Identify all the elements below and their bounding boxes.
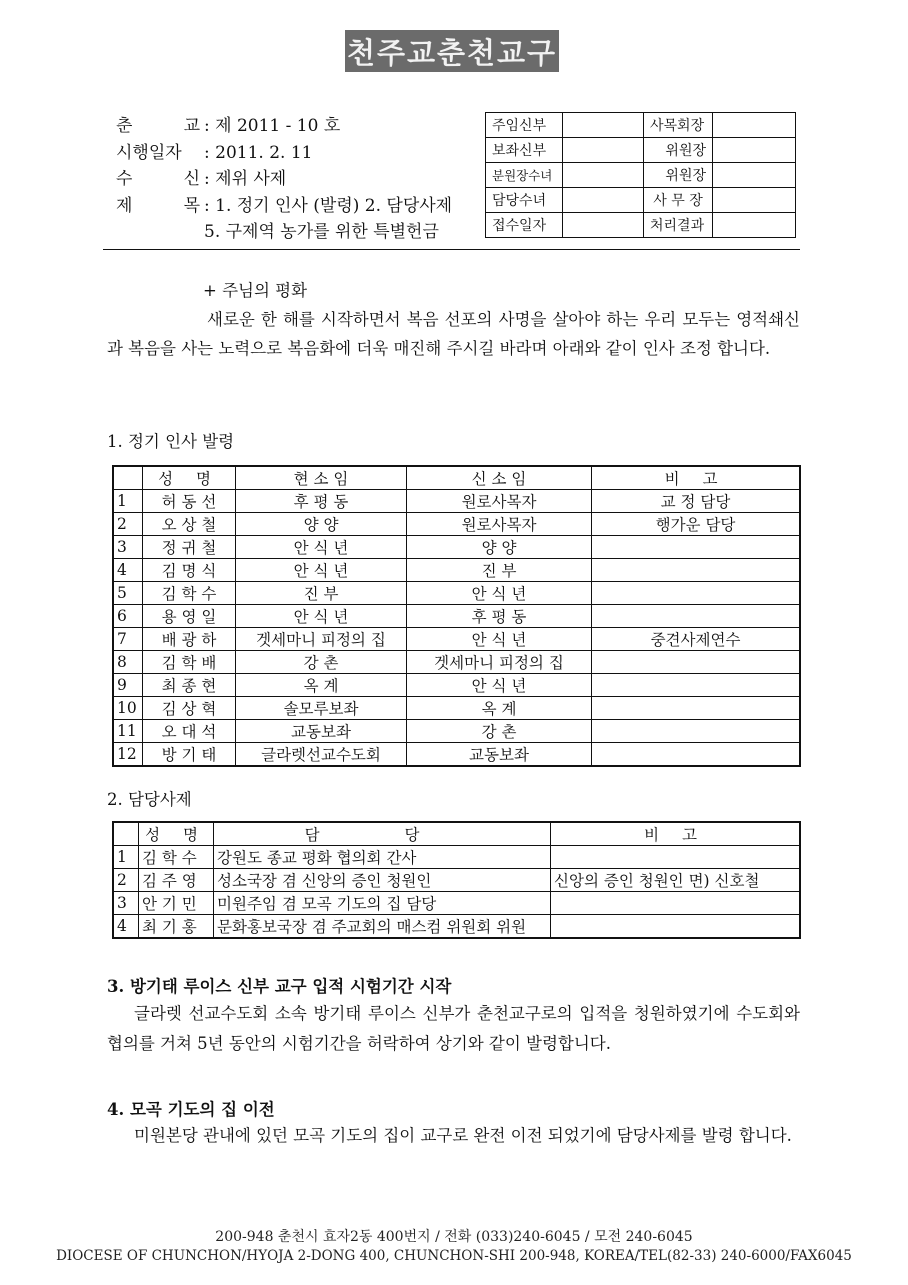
table-cell: 안 기 민 [139,892,214,915]
table-cell: 교 정 담당 [592,490,801,513]
table-cell: 3 [113,536,143,559]
table-row [113,605,800,628]
table-header-row [113,466,800,490]
table-cell: 옥 계 [407,697,592,720]
table-cell: 문화홍보국장 겸 주교회의 매스컴 위원회 위원 [214,915,551,939]
table-cell: 안 식 년 [407,674,592,697]
section4-body: 미원본당 관내에 있던 모곡 기도의 집이 교구로 완전 이전 되었기에 담당사제를 발령 합니다. [134,1126,792,1145]
table-cell [551,846,801,869]
table-row [113,651,800,674]
table-row [113,743,800,767]
table-cell [592,605,801,628]
table-row [113,674,800,697]
section4-title: 4. 모곡 기도의 집 이전 [107,1100,275,1119]
table-cell: 후 평 동 [407,605,592,628]
table-row [113,513,800,536]
table-cell: 원로사목자 [407,490,592,513]
table-cell: 진 부 [407,559,592,582]
table-cell: 안 식 년 [407,582,592,605]
table-cell [592,559,801,582]
table-header-row [113,822,800,846]
table-cell: 최 종 현 [143,674,236,697]
field-label: 수 신 [116,169,200,189]
table-cell: 겟세마니 피정의 집 [407,651,592,674]
approval-cell [563,138,644,163]
approval-cell [563,163,644,188]
intro-paragraph: 새로운 한 해를 시작하면서 복음 선포의 사명을 살아야 하는 우리 모두는 영적쇄신과 복음을 사는 노력으로 복음화에 더욱 매진해 주시길 바라며 아래와 같이 인사 조정 합니다. [107,310,800,358]
approval-label: 접수일자 [486,213,563,238]
approval-cell [713,113,796,138]
table-cell [592,697,801,720]
table-cell [592,674,801,697]
table-cell [592,743,801,767]
approval-box [485,112,796,238]
header-cell [113,822,139,846]
table-row [113,846,800,869]
table-cell: 겟세마니 피정의 집 [236,628,407,651]
table-cell: 교동보좌 [407,743,592,767]
approval-row [486,213,796,238]
issue-date-row: 시행일자 : 2011. 2. 11 [116,140,452,167]
table-cell: 3 [113,892,139,915]
table-cell: 교동보좌 [236,720,407,743]
header-cell: 현 소 임 [236,466,407,490]
table-row [113,559,800,582]
field-label: 춘 교 [116,116,200,136]
table-cell: 김 학 수 [143,582,236,605]
field-value: 제 2011 - 10 호 [215,116,341,136]
table-cell: 2 [113,869,139,892]
greeting: + 주님의 평화 [203,281,308,300]
diocese-masthead: 천주교춘천교구 [345,30,559,72]
table-cell: 11 [113,720,143,743]
header-cell: 비 고 [551,822,801,846]
table-cell: 허 동 선 [143,490,236,513]
table-row [113,536,800,559]
header-divider [103,249,800,250]
table-row [113,892,800,915]
table-cell: 양 양 [407,536,592,559]
table-cell: 김 학 배 [143,651,236,674]
header-cell: 비 고 [592,466,801,490]
field-label: 시행일자 [116,142,182,163]
table-cell [592,582,801,605]
table-cell: 4 [113,559,143,582]
subject-row: 제 목 : 1. 정기 인사 (발령) 2. 담당사제 [116,193,452,220]
field-value: 2011. 2. 11 [215,142,313,163]
table-cell [592,651,801,674]
table-cell: 오 상 철 [143,513,236,536]
table-row [113,490,800,513]
table-cell: 옥 계 [236,674,407,697]
table-cell [551,892,801,915]
table-row [113,582,800,605]
table-cell: 행가운 담당 [592,513,801,536]
header-cell [113,466,143,490]
table-cell: 신앙의 증인 청원인 면) 신호철 [551,869,801,892]
subject-row-2 [116,219,452,246]
table-cell: 10 [113,697,143,720]
table-cell: 안 식 년 [236,605,407,628]
table-cell: 김 상 혁 [143,697,236,720]
table-cell: 배 광 하 [143,628,236,651]
document-header [116,113,452,246]
table-cell: 1 [113,846,139,869]
table-row [113,869,800,892]
approval-cell [713,138,796,163]
table-cell: 김 학 수 [139,846,214,869]
table-cell: 양 양 [236,513,407,536]
table-row [113,628,800,651]
approval-label: 주임신부 [486,113,563,138]
approval-label: 처리결과 [644,213,713,238]
approval-cell [713,213,796,238]
approval-row [486,188,796,213]
header-cell: 담 당 [214,822,551,846]
table-row [113,697,800,720]
table-cell: 6 [113,605,143,628]
section1-title: 1. 정기 인사 발령 [107,432,235,451]
recipient-row: 수 신 : 제위 사제 [116,166,452,193]
approval-label: 위원장 [644,138,713,163]
table-cell: 안 식 년 [236,536,407,559]
table-cell [592,720,801,743]
approval-cell [563,213,644,238]
table-cell: 1 [113,490,143,513]
table-cell: 글라렛선교수도회 [236,743,407,767]
field-label: 제 목 [116,195,200,216]
approval-label: 보좌신부 [486,138,563,163]
table-cell: 솔모루보좌 [236,697,407,720]
footer-address-en: DIOCESE OF CHUNCHON/HYOJA 2-DONG 400, CHUNCHON-SHI 200-948, KOREA/TEL(82-33) 240-6000/FAX6045 [56,1248,852,1264]
table-cell: 4 [113,915,139,939]
approval-label: 사 무 장 [644,188,713,213]
doc-number-row: 춘 교 : 제 2011 - 10 호 [116,113,452,140]
approval-cell [713,163,796,188]
table-cell: 방 기 태 [143,743,236,767]
table-cell: 중견사제연수 [592,628,801,651]
table-row [113,915,800,939]
approval-label: 분원장수녀 [486,163,563,188]
table-row [113,720,800,743]
table-cell: 후 평 동 [236,490,407,513]
table-cell: 오 대 석 [143,720,236,743]
table-cell: 정 귀 철 [143,536,236,559]
table-cell: 최 기 홍 [139,915,214,939]
header-cell: 성 명 [143,466,236,490]
approval-cell [563,113,644,138]
table-cell: 12 [113,743,143,767]
section3-body: 글라렛 선교수도회 소속 방기태 루이스 신부가 춘천교구로의 입적을 청원하였기에 수도회와 협의를 거쳐 5년 동안의 시험기간을 허락하여 상기와 같이 발령합니다. [107,1004,800,1053]
table-cell: 김 주 영 [139,869,214,892]
table-cell: 강원도 종교 평화 협의회 간사 [214,846,551,869]
field-value: 제위 사제 [215,169,287,189]
field-value: 5. 구제역 농가를 위한 특별헌금 [204,222,439,242]
table-cell: 강 촌 [407,720,592,743]
approval-label: 담당수녀 [486,188,563,213]
table-cell [551,915,801,939]
footer-address-ko: 200-948 춘천시 효자2동 400번지 / 전화 (033)240-6045 / 모전 240-6045 [215,1229,693,1245]
table-cell: 안 식 년 [236,559,407,582]
section2-title: 2. 담당사제 [107,790,192,809]
field-value: 1. 정기 인사 (발령) 2. 담당사제 [215,195,453,216]
header-cell: 신 소 임 [407,466,592,490]
approval-label: 사목회장 [644,113,713,138]
table-cell: 8 [113,651,143,674]
table-cell: 안 식 년 [407,628,592,651]
table-cell: 7 [113,628,143,651]
table-cell: 원로사목자 [407,513,592,536]
approval-cell [713,188,796,213]
approval-row [486,163,796,188]
table-cell: 강 촌 [236,651,407,674]
table-cell: 용 영 일 [143,605,236,628]
table-cell: 9 [113,674,143,697]
approval-label: 위원장 [644,163,713,188]
table-cell: 진 부 [236,582,407,605]
personnel-table [112,465,801,767]
approval-row [486,138,796,163]
table-cell: 성소국장 겸 신앙의 증인 청원인 [214,869,551,892]
section3-title: 3. 방기태 루이스 신부 교구 입적 시험기간 시작 [107,977,452,996]
approval-cell [563,188,644,213]
table-cell: 2 [113,513,143,536]
table-cell: 5 [113,582,143,605]
table-cell: 미원주임 겸 모곡 기도의 집 담당 [214,892,551,915]
table-cell: 김 명 식 [143,559,236,582]
approval-row [486,113,796,138]
table-cell [592,536,801,559]
header-cell: 성 명 [139,822,214,846]
assignment-table [112,821,801,939]
